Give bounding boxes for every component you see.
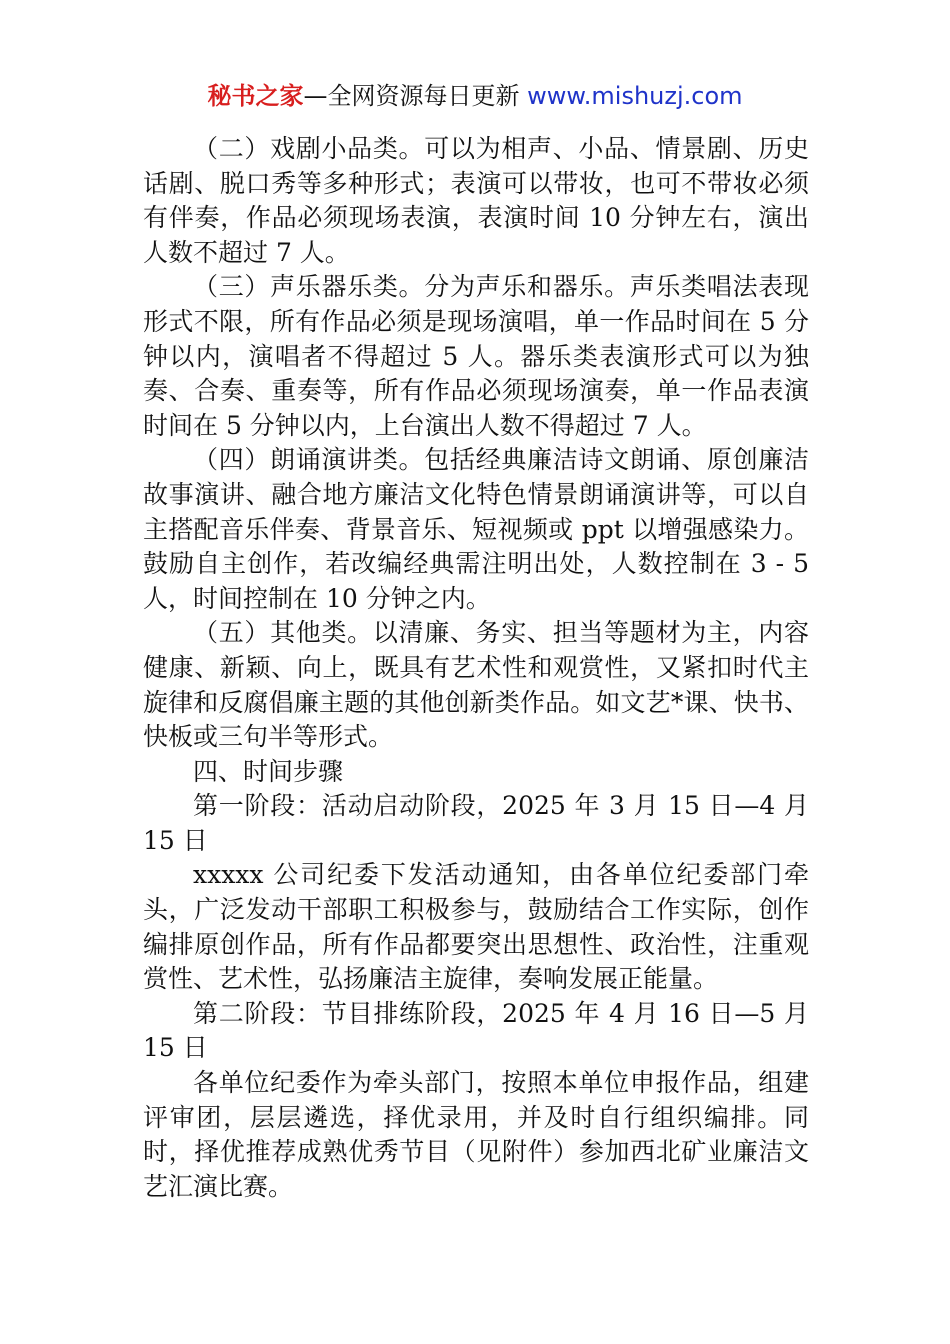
- section-heading-schedule: 四、时间步骤: [193, 756, 344, 786]
- site-url-link[interactable]: www.mishuzj.com: [527, 82, 743, 110]
- phase-two-title: 第二阶段：节目排练阶段，2025 年 4 月 16 日—5 月 15 日: [143, 998, 809, 1063]
- paragraph-recitation: （四）朗诵演讲类。包括经典廉洁诗文朗诵、原创廉洁故事演讲、融合地方廉洁文化特色情景朗诵演讲等，可以自主搭配音乐伴奏、背景音乐、短视频或 ppt 以增强感染力。鼓励自主创作，若改编经典需注明出处，人数控制在 3 - 5 人，时间控制在 10 分钟之内。: [143, 445, 809, 613]
- paragraph-music: （三）声乐器乐类。分为声乐和器乐。声乐类唱法表现形式不限，所有作品必须是现场演唱，单一作品时间在 5 分钟以内，演唱者不得超过 5 人。器乐类表演形式可以为独奏、合奏、重奏等，所有作品必须现场演奏，单一作品表演时间在 5 分钟以内，上台演出人数不得超过 7 人。: [143, 272, 809, 440]
- phase-two-body: 各单位纪委作为牵头部门，按照本单位申报作品，组建评审团，层层遴选，择优录用，并及时自行组织编排。同时，择优推荐成熟优秀节目（见附件）参加西北矿业廉洁文艺汇演比赛。: [143, 1068, 809, 1201]
- header-tagline: —全网资源每日更新: [303, 82, 528, 110]
- phase-one-title: 第一阶段：活动启动阶段，2025 年 3 月 15 日—4 月 15 日: [143, 791, 809, 855]
- document-body: [143, 132, 809, 1204]
- paragraph-other: （五）其他类。以清廉、务实、担当等题材为主，内容健康、新颖、向上，既具有艺术性和观赏性，又紧扣时代主旋律和反腐倡廉主题的其他创新类作品。如文艺*课、快书、快板或三句半等形式。: [143, 618, 809, 752]
- phase-one-body: xxxxx 公司纪委下发活动通知，由各单位纪委部门牵头，广泛发动干部职工积极参与，鼓励结合工作实际，创作编排原创作品，所有作品都要突出思想性、政治性，注重观赏性、艺术性，弘扬廉洁主旋律，奏响发展正能量。: [143, 860, 809, 994]
- brand-name: 秘书之家: [207, 82, 304, 110]
- paragraph-drama: （二）戏剧小品类。可以为相声、小品、情景剧、历史话剧、脱口秀等多种形式；表演可以带妆，也可不带妆必须有伴奏，作品必须现场表演，表演时间 10 分钟左右，演出人数不超过 7 人。: [143, 134, 809, 267]
- site-header: [0, 78, 950, 114]
